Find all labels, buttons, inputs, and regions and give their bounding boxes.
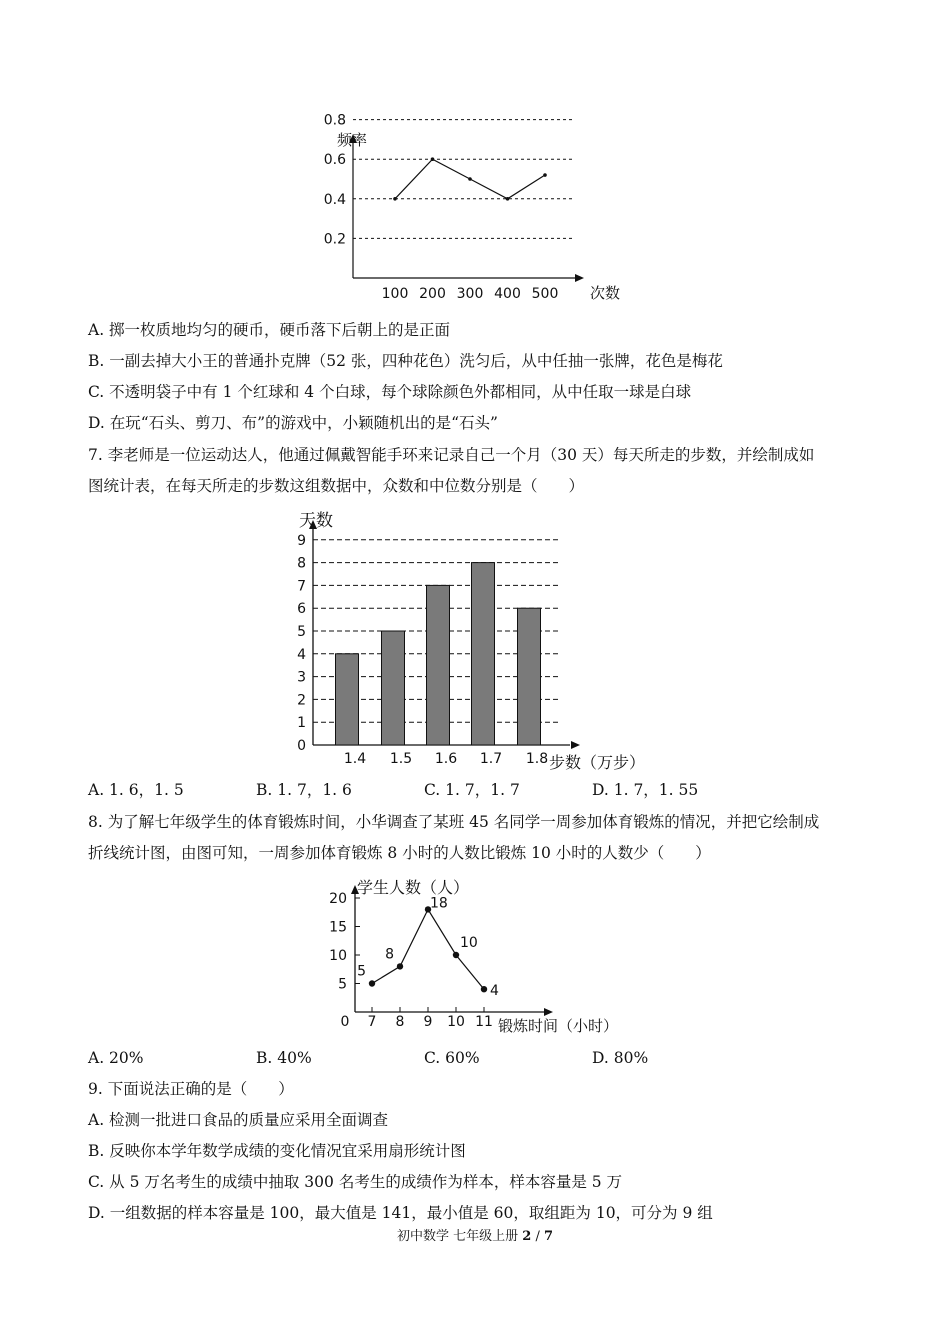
exercise-x-tick-label: 7 (367, 1014, 377, 1030)
footer-sep: / (535, 1229, 540, 1244)
steps-y-tick-label: 2 (297, 692, 306, 709)
q8-option-a: A. 20% (88, 1049, 144, 1067)
q7-option-d: D. 1. 7，1. 55 (592, 781, 699, 799)
exercise-data-label: 10 (460, 935, 478, 951)
exercise-x-tick-label: 9 (423, 1014, 433, 1030)
exercise-data-label: 18 (430, 895, 448, 912)
page-footer (0, 1228, 950, 1246)
exercise-origin-label: 0 (340, 1014, 350, 1030)
exercise-x-label: 锻炼时间（小时） (498, 1017, 619, 1035)
exercise-point (481, 986, 487, 992)
exercise-x-tick-label: 11 (475, 1014, 493, 1030)
freq-x-label: 次数 (590, 284, 621, 302)
exercise-data-label: 4 (490, 983, 499, 1000)
steps-y-label: 天数 (299, 511, 333, 531)
freq-y-tick-label: 0.2 (323, 231, 346, 248)
exercise-y-tick-label: 15 (329, 919, 347, 936)
steps-y-tick-label: 7 (297, 578, 306, 595)
q8-stem-line1: 8. 为了解七年级学生的体育锻炼时间，小华调查了某班 45 名同学一周参加体育锻炼的情况，并把它绘制成 (88, 813, 820, 831)
steps-y-tick-label: 9 (297, 532, 306, 549)
freq-y-tick-label: 0.4 (323, 191, 346, 208)
exercise-x-arrow (544, 1008, 553, 1016)
steps-y-tick-label: 4 (297, 646, 306, 663)
q9-stem: 9. 下面说法正确的是（ ） (88, 1080, 294, 1098)
steps-x-label: 步数（万步） (549, 753, 646, 772)
exercise-data-label: 5 (357, 963, 366, 980)
q9-option-c: C. 从 5 万名考生的成绩中抽取 300 名考生的成绩作为样本，样本容量是 5 万 (88, 1173, 623, 1191)
footer-text: 初中数学 七年级上册 (396, 1229, 519, 1244)
freq-x-tick-label: 200 (419, 286, 446, 302)
exercise-y-label: 学生人数（人） (357, 878, 470, 897)
steps-y-tick-label: 1 (297, 715, 306, 732)
freq-y-tick-label: 0.8 (323, 112, 346, 129)
steps-y-tick-label: 6 (297, 601, 306, 618)
steps-x-tick-label: 1.5 (389, 751, 413, 767)
q7-stem-line2: 图统计表，在每天所走的步数这组数据中，众数和中位数分别是（ ） (88, 477, 585, 495)
q8-option-b: B. 40% (256, 1049, 312, 1067)
q6-option-b: B. 一副去掉大小王的普通扑克牌（52 张，四种花色）洗匀后，从中任抽一张牌，花色是梅花 (88, 352, 723, 370)
exercise-x-tick-label: 8 (395, 1014, 405, 1030)
exercise-y-tick-label: 5 (338, 976, 347, 993)
q9-option-a: A. 检测一批进口食品的质量应采用全面调查 (88, 1111, 389, 1129)
freq-y-tick-label: 0.6 (323, 152, 346, 169)
exercise-point (453, 952, 459, 958)
q7-option-b: B. 1. 7，1. 6 (256, 781, 352, 799)
exercise-point (369, 980, 375, 986)
q7-option-a: A. 1. 6，1. 5 (88, 781, 184, 799)
freq-y-label: 频率 (337, 131, 368, 149)
exercise-y-tick-label: 20 (329, 891, 347, 907)
freq-x-tick-label: 500 (531, 286, 559, 302)
steps-x-tick-label: 1.7 (479, 751, 503, 767)
steps-y-tick-label: 3 (297, 669, 306, 686)
steps-y-tick-label: 8 (297, 555, 306, 572)
freq-x-tick-label: 100 (381, 286, 409, 302)
steps-y-tick-label: 0 (297, 738, 306, 754)
exercise-y-tick-label: 10 (329, 948, 347, 964)
exercise-x-tick-label: 10 (447, 1014, 465, 1030)
steps-x-tick-label: 1.8 (525, 751, 549, 767)
q6-option-d: D. 在玩“石头、剪刀、布”的游戏中，小颖随机出的是“石头” (88, 414, 498, 432)
footer-total: 7 (543, 1229, 554, 1244)
freq-x-tick-label: 400 (494, 286, 521, 302)
q9-option-b: B. 反映你本学年数学成绩的变化情况宜采用扇形统计图 (88, 1142, 466, 1160)
exercise-point (397, 963, 403, 969)
q7-option-c: C. 1. 7，1. 7 (424, 781, 520, 799)
freq-x-tick-label: 300 (456, 286, 484, 302)
steps-y-tick-label: 5 (297, 624, 306, 640)
q8-stem-line2: 折线统计图，由图可知，一周参加体育锻炼 8 小时的人数比锻炼 10 小时的人数少（ ） (88, 844, 711, 862)
q9-option-d: D. 一组数据的样本容量是 100，最大值是 141，最小值是 60，取组距为 10，可分为 9 组 (88, 1204, 713, 1222)
q8-option-d: D. 80% (592, 1049, 649, 1067)
q6-option-c: C. 不透明袋子中有 1 个红球和 4 个白球，每个球除颜色外都相同，从中任取一球是白球 (88, 383, 692, 401)
exercise-data-label: 8 (385, 946, 394, 963)
q8-options (88, 1047, 648, 1069)
steps-x-tick-label: 1.4 (343, 751, 367, 767)
q7-stem-line1: 7. 李老师是一位运动达人，他通过佩戴智能手环来记录自己一个月（30 天）每天所走的步数，并绘制成如 (88, 446, 815, 464)
footer-page: 2 (522, 1229, 532, 1244)
q6-option-a: A. 掷一枚质地均匀的硬币，硬币落下后朝上的是正面 (88, 321, 451, 339)
steps-x-tick-label: 1.6 (434, 751, 458, 767)
q8-option-c: C. 60% (424, 1049, 480, 1067)
